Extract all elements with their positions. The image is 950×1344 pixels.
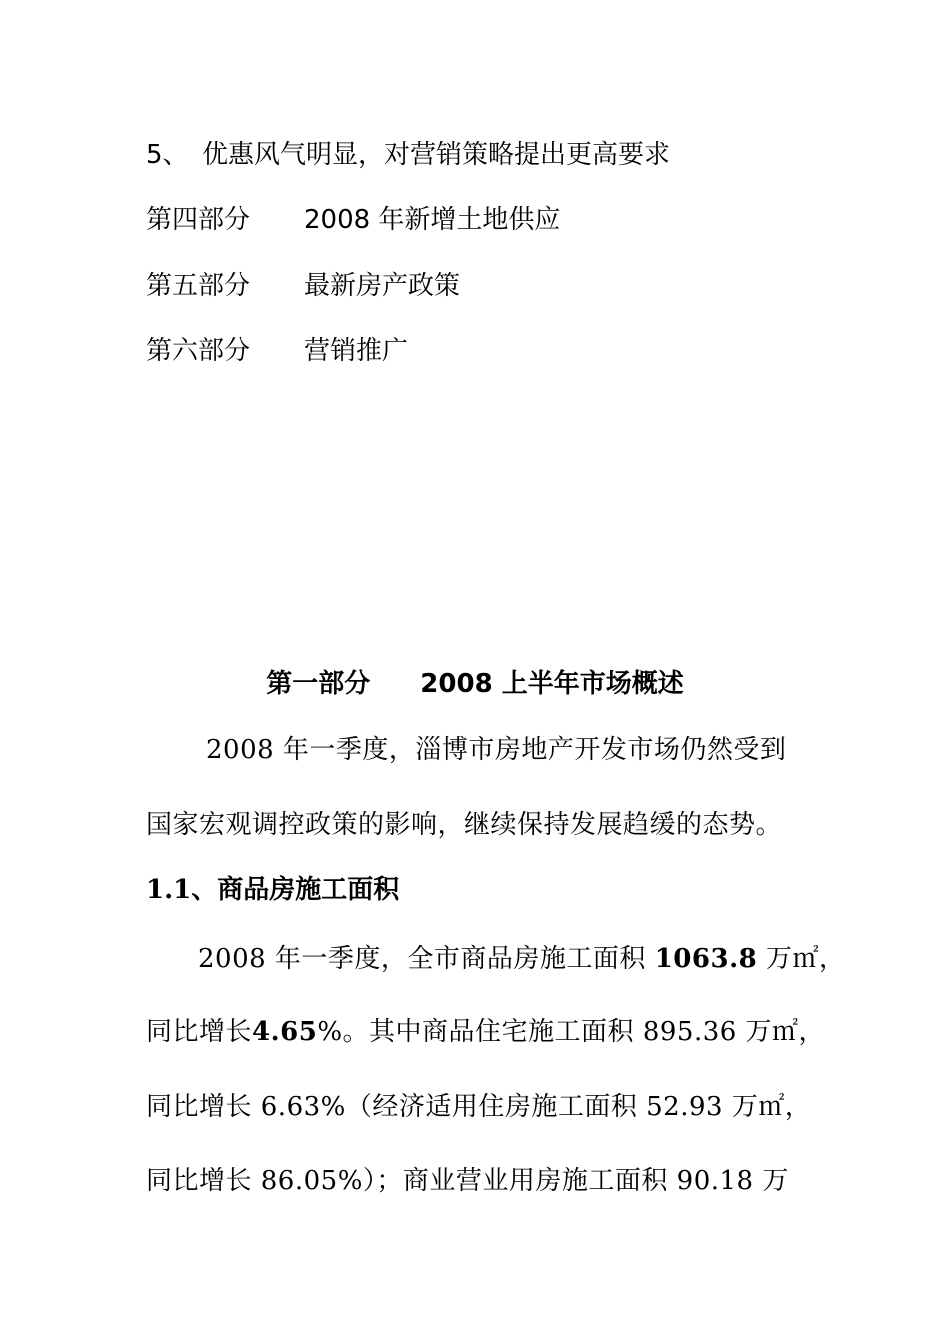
section-heading	[0, 667, 950, 701]
paragraph-text: 同比增长	[146, 1017, 253, 1047]
toc-item-number: 5、	[146, 140, 189, 170]
paragraph-line-2	[146, 1015, 825, 1049]
paragraph-line-1	[198, 942, 845, 976]
paragraph-value: 4.65	[252, 1017, 318, 1047]
paragraph-value: 1063.8	[654, 944, 758, 974]
toc-part-title: 营销推广	[304, 336, 409, 366]
toc-item-5	[146, 138, 670, 172]
toc-part-title: 最新房产政策	[304, 271, 461, 301]
section-label: 第一部分	[266, 669, 371, 699]
section-title: 2008 上半年市场概述	[420, 669, 684, 699]
intro-line-2: 国家宏观调控政策的影响，继续保持发展趋缓的态势。	[146, 810, 783, 840]
paragraph-text: 万㎡，	[757, 944, 846, 974]
paragraph-text: %。其中商品住宅施工面积 895.36 万㎡，	[317, 1017, 826, 1047]
paragraph-line-3: 同比增长 6.63%（经济适用住房施工面积 52.93 万㎡，	[146, 1092, 812, 1122]
toc-item-text: 优惠风气明显，对营销策略提出更高要求	[202, 140, 671, 170]
paragraph-line-4: 同比增长 86.05%）；商业营业用房施工面积 90.18 万	[146, 1166, 789, 1196]
toc-part-label: 第五部分	[146, 271, 251, 301]
subsection-title: 1.1、商品房施工面积	[146, 875, 400, 905]
toc-part-label: 第四部分	[146, 205, 251, 235]
intro-line-1: 2008 年一季度，淄博市房地产开发市场仍然受到	[206, 735, 787, 765]
paragraph-text: 2008 年一季度，全市商品房施工面积	[198, 944, 655, 974]
toc-part-5	[146, 269, 460, 303]
toc-part-label: 第六部分	[146, 336, 251, 366]
toc-part-4	[146, 203, 560, 237]
toc-part-title: 2008 年新增土地供应	[304, 205, 561, 235]
toc-part-6	[146, 334, 408, 368]
